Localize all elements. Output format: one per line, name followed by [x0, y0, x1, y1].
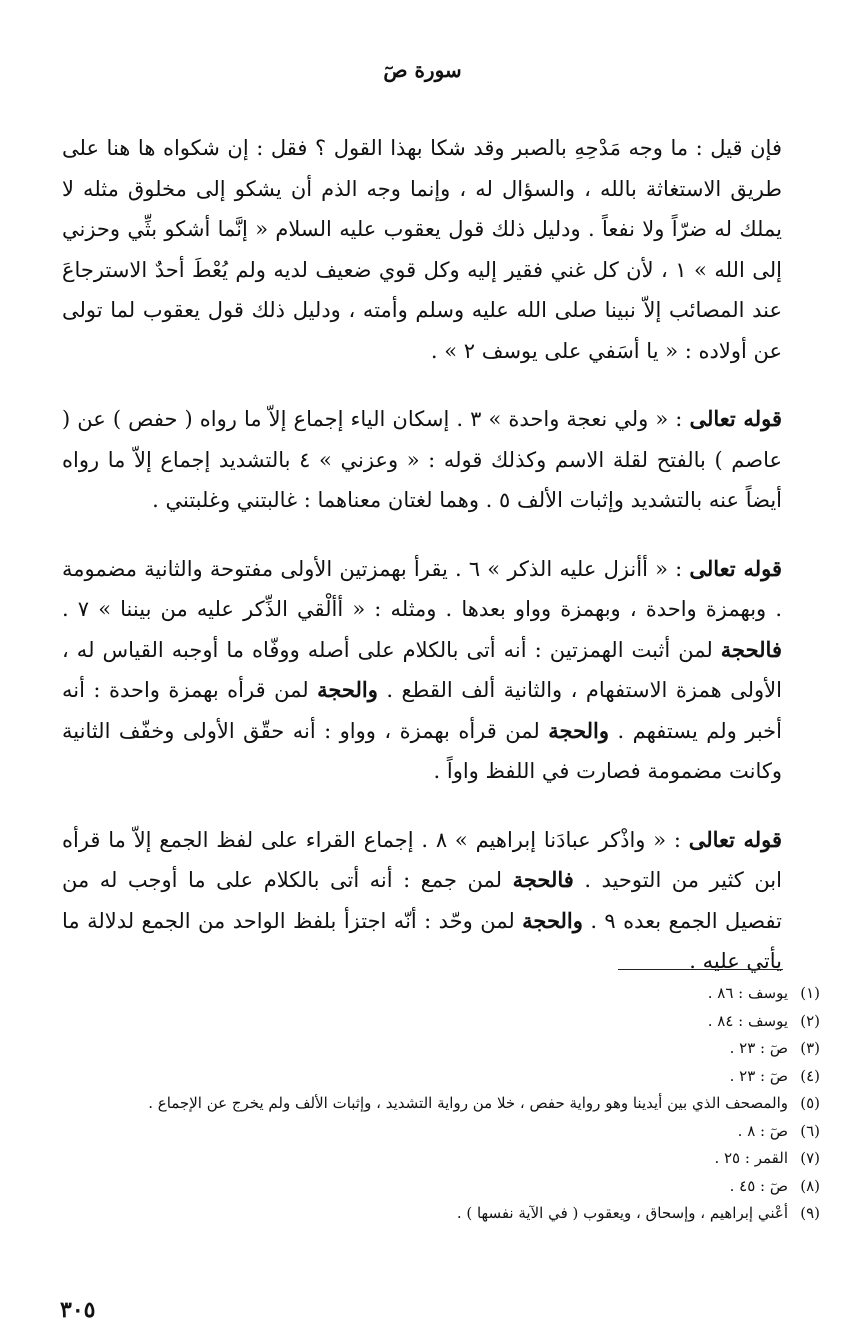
footnote-number: (٥) [800, 1094, 820, 1112]
footnote-number: (٧) [800, 1149, 820, 1167]
keyword-bold: قوله تعالى [688, 826, 782, 852]
footnote-item [95, 1118, 820, 1146]
footnote-text: والمصحف الذي بين أيدينا وهو رواية حفص ، خلا من رواية التشديد ، وإثبات الألف ولم يخرج عن الإجماع . [148, 1094, 788, 1112]
footnote-number: (٨) [800, 1176, 820, 1195]
footnote-item [95, 980, 820, 1008]
footnote-number: (٢) [800, 1011, 820, 1030]
footnote-text: صٓ : ٨ . [737, 1121, 788, 1140]
running-header: سورة صٓ [383, 58, 462, 82]
paragraph [62, 820, 782, 982]
main-text [62, 128, 782, 1010]
footnote-number: (٤) [800, 1066, 820, 1085]
footnote-item [95, 1035, 820, 1063]
footnote-item [95, 1008, 820, 1036]
footnote-text: صٓ : ٢٣ . [729, 1039, 788, 1057]
keyword-bold: قوله تعالى [689, 406, 782, 431]
footnote-item [95, 1063, 820, 1091]
paragraph-text: لمن وحّد : أنّه اجتزأ بلفظ الواحد من الجمع لدلالة ما يأتي عليه . [62, 908, 782, 973]
paragraph-text: لمن قرأه بهمزة ، وواو : أنه حقّق الأولى وخفّف الثانية وكانت مضمومة فصارت في اللفظ واواً . [62, 718, 782, 783]
paragraph-text: لمن جمع : أنه أتى بالكلام على ما أوجب له من تفصيل الجمع بعده ٩ . [62, 868, 782, 933]
paragraph [62, 399, 782, 521]
footnote-number: (٣) [800, 1039, 820, 1057]
footnote-text: يوسف : ٨٤ . [707, 1011, 788, 1030]
footnote-item [95, 1200, 820, 1228]
paragraph-text: لمن أثبت الهمزتين : أنه أتى بالكلام على أصله ووفّاه ما أوجبه القياس له ، الأولى همزة الاستفهام ، والثانية ألف القطع . [62, 637, 782, 702]
keyword-bold: فالحجة [720, 636, 782, 662]
keyword-bold: والحجة [522, 907, 583, 933]
footnote-item [95, 1173, 820, 1201]
page-number: ٣٠٥ [60, 1297, 96, 1323]
keyword-bold: فالحجة [512, 867, 574, 892]
paragraph-text: : « ولي نعجة واحدة » ٣ . إسكان الياء إجماع إلاّ ما رواه ( حفص ) عن ( عاصم ) بالفتح لقلة الاسم وكذلك قوله : « وعزني » ٤ بالتشديد إجماع إلاّ ما رواه أيضاً عنه بالتشديد وإثبات الألف ٥ . وهما لغتان معناهما : غالبتني وغلبتني . [62, 407, 782, 512]
paragraph-text: لمن قرأه بهمزة واحدة : أنه أخبر ولم يستفهم . [62, 678, 782, 743]
paragraph [62, 128, 782, 371]
paragraph-text: : « أأنزل عليه الذكر » ٦ . يقرأ بهمزتين الأولى مفتوحة والثانية مضمومة . وبهمزة واحدة ، وبهمزة وواو بعدها . ومثله : « أألْقي الذِّكر عليه من بيننا » ٧ . [62, 556, 782, 621]
footnote-text: صٓ : ٢٣ . [729, 1066, 788, 1085]
footnote-text: يوسف : ٨٦ . [707, 984, 788, 1002]
paragraph [62, 549, 782, 792]
paragraph-text: فإن قيل : ما وجه مَدْحِهِ بالصبر وقد شكا بهذا القول ؟ فقل : إن شكواه ها هنا على طريق الاستغاثة بالله ، والسؤال له ، وإنما وجه الذم أن يشكو إلى مخلوق مثله لا يملك له ضرّاً ولا نفعاً . ودليل ذلك قول يعقوب عليه السلام « إنَّما أشكو بثِّي وحزني إلى الله » ١ ، لأن كل غني فقير إليه وكل قوي ضعيف لديه ولم يُعْطَ أحدٌ الاسترجاعَ عند المصائب إلاّ نبينا صلى الله عليه وسلم وأمته ، ودليل ذلك قول يعقوب لما تولى عن أولاده : « يا أسَفي على يوسف ٢ » . [62, 136, 782, 363]
keyword-bold: قوله تعالى [689, 555, 783, 581]
footnote-number: (٩) [800, 1204, 820, 1222]
footnote-text: أعْني إبراهيم ، وإسحاق ، ويعقوب ( في الآية نفسها ) . [456, 1204, 788, 1222]
keyword-bold: والحجة [548, 717, 610, 743]
footnote-separator [618, 969, 783, 970]
footnote-item [95, 1145, 820, 1173]
keyword-bold: والحجة [317, 677, 378, 702]
footnote-item [95, 1090, 820, 1118]
footnotes-list [95, 980, 820, 1228]
footnote-number: (٦) [800, 1121, 820, 1140]
paragraph-text: : « واذْكر عبادَنا إبراهيم » ٨ . إجماع القراء على لفظ الجمع إلاّ ما قرأه ابن كثير من التوحيد . [62, 827, 782, 892]
footnote-text: القمر : ٢٥ . [714, 1149, 788, 1167]
footnote-text: صٓ : ٤٥ . [729, 1176, 788, 1195]
footnote-number: (١) [800, 984, 820, 1002]
